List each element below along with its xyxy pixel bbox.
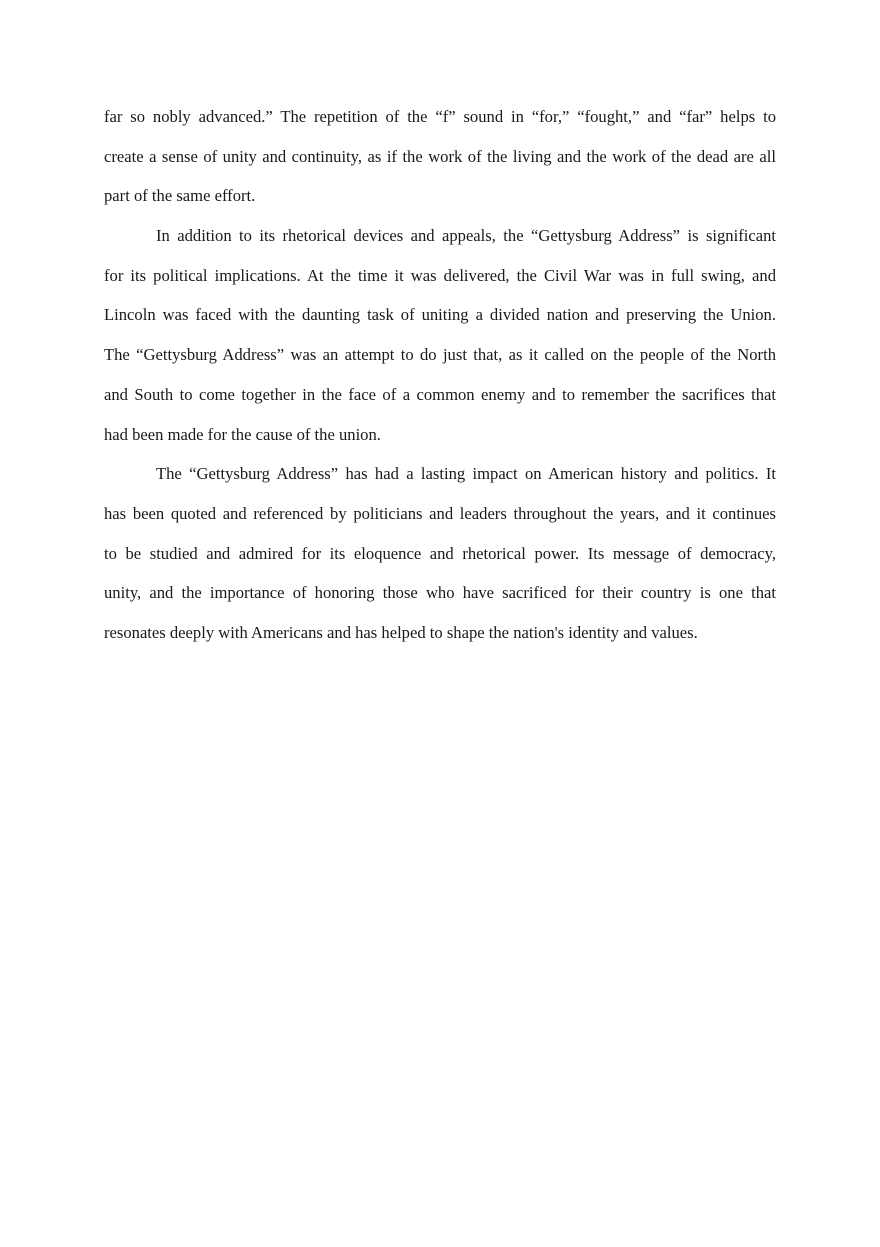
paragraph-line: part of the same effort. xyxy=(104,186,256,206)
paragraph-line: unity, and the importance of honoring those who have sacrificed for their country is one that xyxy=(104,583,776,603)
paragraph-line: The “Gettysburg Address” has had a lasting impact on American history and politics. It xyxy=(156,464,776,484)
paragraph-line: In addition to its rhetorical devices and appeals, the “Gettysburg Address” is significant xyxy=(156,226,776,246)
document-body xyxy=(104,97,776,653)
paragraph-line: far so nobly advanced.” The repetition of the “f” sound in “for,” “fought,” and “far” helps to xyxy=(104,107,776,126)
paragraph-line: The “Gettysburg Address” was an attempt to do just that, as it called on the people of the North xyxy=(104,345,776,365)
paragraph-1 xyxy=(104,97,776,216)
paragraph-line: had been made for the cause of the union. xyxy=(104,424,381,444)
paragraph-line: Lincoln was faced with the daunting task of uniting a divided nation and preserving the Union. xyxy=(104,305,776,325)
paragraph-line: for its political implications. At the time it was delivered, the Civil War was in full swing, and xyxy=(104,265,776,285)
paragraph-line: has been quoted and referenced by politicians and leaders throughout the years, and it continues xyxy=(104,503,776,523)
paragraph-line: and South to come together in the face of a common enemy and to remember the sacrifices that xyxy=(104,384,776,404)
paragraph-line: resonates deeply with Americans and has helped to shape the nation's identity and values. xyxy=(104,622,698,642)
paragraph-2 xyxy=(104,216,776,454)
paragraph-line: to be studied and admired for its eloquence and rhetorical power. Its message of democracy, xyxy=(104,543,776,563)
paragraph-3 xyxy=(104,454,776,652)
paragraph-line: create a sense of unity and continuity, as if the work of the living and the work of the dead are all xyxy=(104,146,776,166)
